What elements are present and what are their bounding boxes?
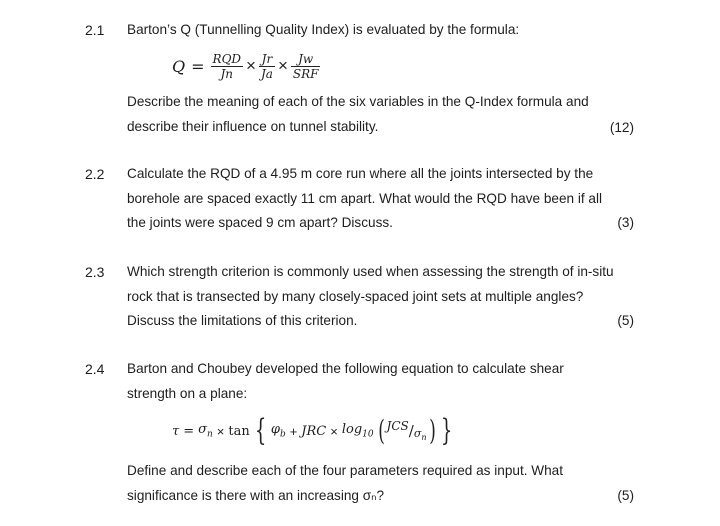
question-2-1-intro <box>127 18 635 43</box>
question-text-line: borehole are spaced exactly 11 cm apart. What would the RQD have been if all <box>127 190 603 206</box>
question-text-line: strength on a plane: <box>127 385 248 401</box>
formula-phi-b <box>271 422 286 440</box>
fraction-denominator-jn: Jn <box>220 66 234 81</box>
question-text-line: Barton and Choubey developed the following equation to calculate shear <box>127 361 564 376</box>
question-number-2-3: 2.3 <box>85 264 105 280</box>
formula-sigma-n-denominator <box>414 427 427 442</box>
question-text-line: Discuss the limitations of this criterion. <box>127 313 358 328</box>
fraction-denominator-srf: SRF <box>292 66 319 81</box>
fraction-numerator-jr: Jr <box>259 52 275 67</box>
right-paren: ) <box>428 414 436 447</box>
right-brace: } <box>441 413 453 448</box>
question-text-line: the joints were spaced 9 cm apart? Discuss. <box>127 215 393 230</box>
q-index-formula <box>172 46 320 86</box>
phi-symbol: φ <box>270 422 280 438</box>
question-text-line: Define and describe each of the four parameters required as input. What <box>127 463 564 478</box>
formula-times: × <box>216 423 225 439</box>
question-text-line: Barton’s Q (Tunnelling Quality Index) is evaluated by the formula: <box>127 22 520 37</box>
left-brace: { <box>254 413 267 448</box>
fraction-numerator-jw: Jw <box>291 52 321 67</box>
question-2-2-text <box>127 162 635 236</box>
log-text: log <box>341 422 363 438</box>
formula-plus: + <box>289 423 298 439</box>
shear-strength-formula <box>172 412 457 450</box>
question-text-line: significance is there with an increasing σₙ? <box>127 487 385 503</box>
formula-sigma-n <box>198 422 213 440</box>
marks-2-4: (5) <box>617 488 634 503</box>
sigma-symbol: σ <box>413 427 422 441</box>
marks-2-3: (5) <box>617 313 634 328</box>
formula-times: × <box>246 56 256 75</box>
marks-2-2: (3) <box>617 215 634 230</box>
formula-equals: = <box>191 56 205 76</box>
marks-2-1: (12) <box>609 120 634 135</box>
fraction-denominator-ja: Ja <box>260 66 273 81</box>
question-text-line: Which strength criterion is commonly used when assessing the strength of in-situ <box>127 264 614 279</box>
question-2-4-task <box>127 459 635 508</box>
question-2-4-intro <box>127 357 635 406</box>
question-2-3-text <box>127 260 635 334</box>
subscript-10: 10 <box>362 429 374 440</box>
fraction-jw-srf <box>291 52 321 81</box>
fraction-numerator-rqd: RQD <box>212 51 242 66</box>
formula-times: × <box>330 423 338 439</box>
subscript-n: n <box>421 433 427 443</box>
formula-times: × <box>277 56 288 75</box>
question-number-2-2: 2.2 <box>85 166 105 182</box>
formula-slash: / <box>408 422 414 440</box>
formula-q-symbol: Q <box>172 56 186 76</box>
question-number-2-4: 2.4 <box>85 361 105 377</box>
question-text-line: Calculate the RQD of a 4.95 m core run where all the joints intersected by the <box>127 166 594 181</box>
question-text-line: rock that is transected by many closely-spaced joint sets at multiple angles? <box>127 288 584 304</box>
left-paren: ( <box>377 414 385 447</box>
fraction-rqd-jn <box>211 52 244 81</box>
formula-log10 <box>342 422 374 440</box>
formula-jcs: JCS <box>386 419 409 433</box>
formula-tan: tan <box>228 423 250 439</box>
formula-tau: τ <box>172 423 180 439</box>
subscript-b: b <box>279 429 286 440</box>
question-2-1-task <box>127 90 635 139</box>
formula-jrc: JRC <box>301 423 327 439</box>
question-number-2-1: 2.1 <box>85 22 105 38</box>
subscript-n: n <box>206 429 213 440</box>
formula-equals: = <box>183 423 195 439</box>
fraction-jr-ja <box>259 52 275 81</box>
question-text-line: describe their influence on tunnel stability. <box>127 118 379 134</box>
question-text-line: Describe the meaning of each of the six variables in the Q-Index formula and <box>127 94 589 109</box>
sigma-symbol: σ <box>198 422 207 438</box>
